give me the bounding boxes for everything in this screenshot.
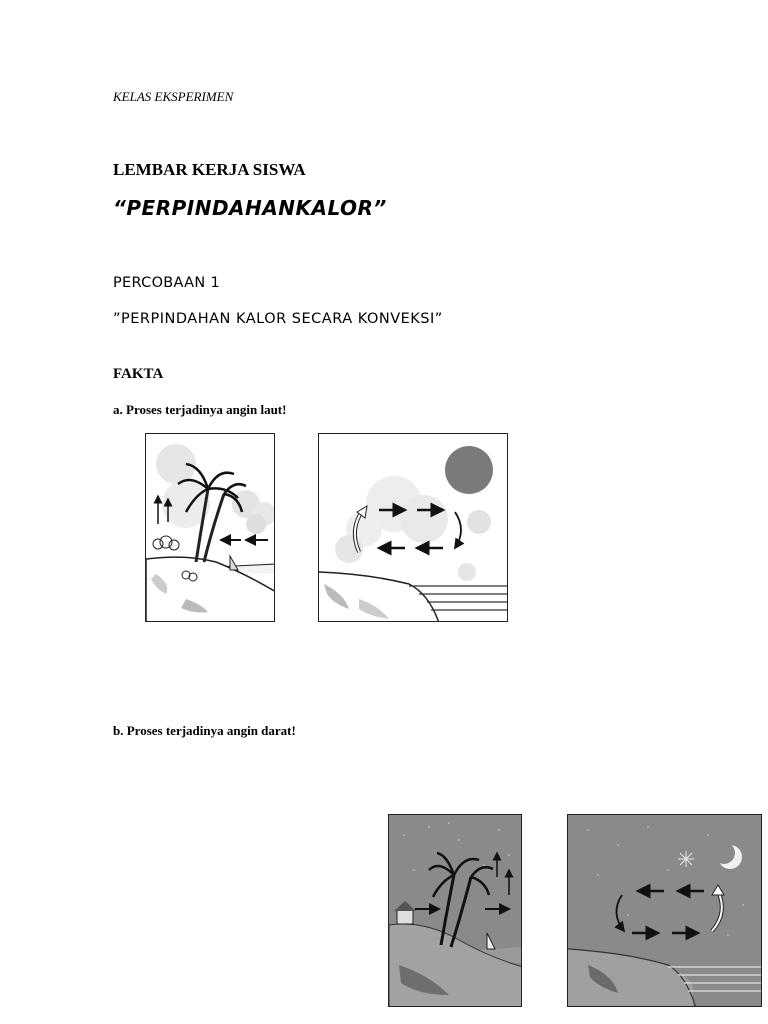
question-a: a. Proses terjadinya angin laut! (113, 402, 287, 417)
sea-breeze-beach-figure (145, 433, 275, 622)
land-breeze-convection-figure (567, 814, 762, 1007)
experiment-title: ”PERPINDAHAN KALOR SECARA KONVEKSI” (113, 311, 443, 327)
land-breeze-beach-figure (388, 814, 522, 1007)
facts-label: FAKTA (113, 366, 164, 382)
sea-breeze-convection-figure (318, 433, 508, 622)
experiment-label: PERCOBAAN 1 (113, 275, 220, 291)
main-title: “PERPINDAHANKALOR” (113, 196, 387, 220)
question-b: b. Proses terjadinya angin darat! (113, 723, 296, 738)
class-label: KELAS EKSPERIMEN (113, 89, 234, 104)
sheet-title: LEMBAR KERJA SISWA (113, 160, 306, 179)
